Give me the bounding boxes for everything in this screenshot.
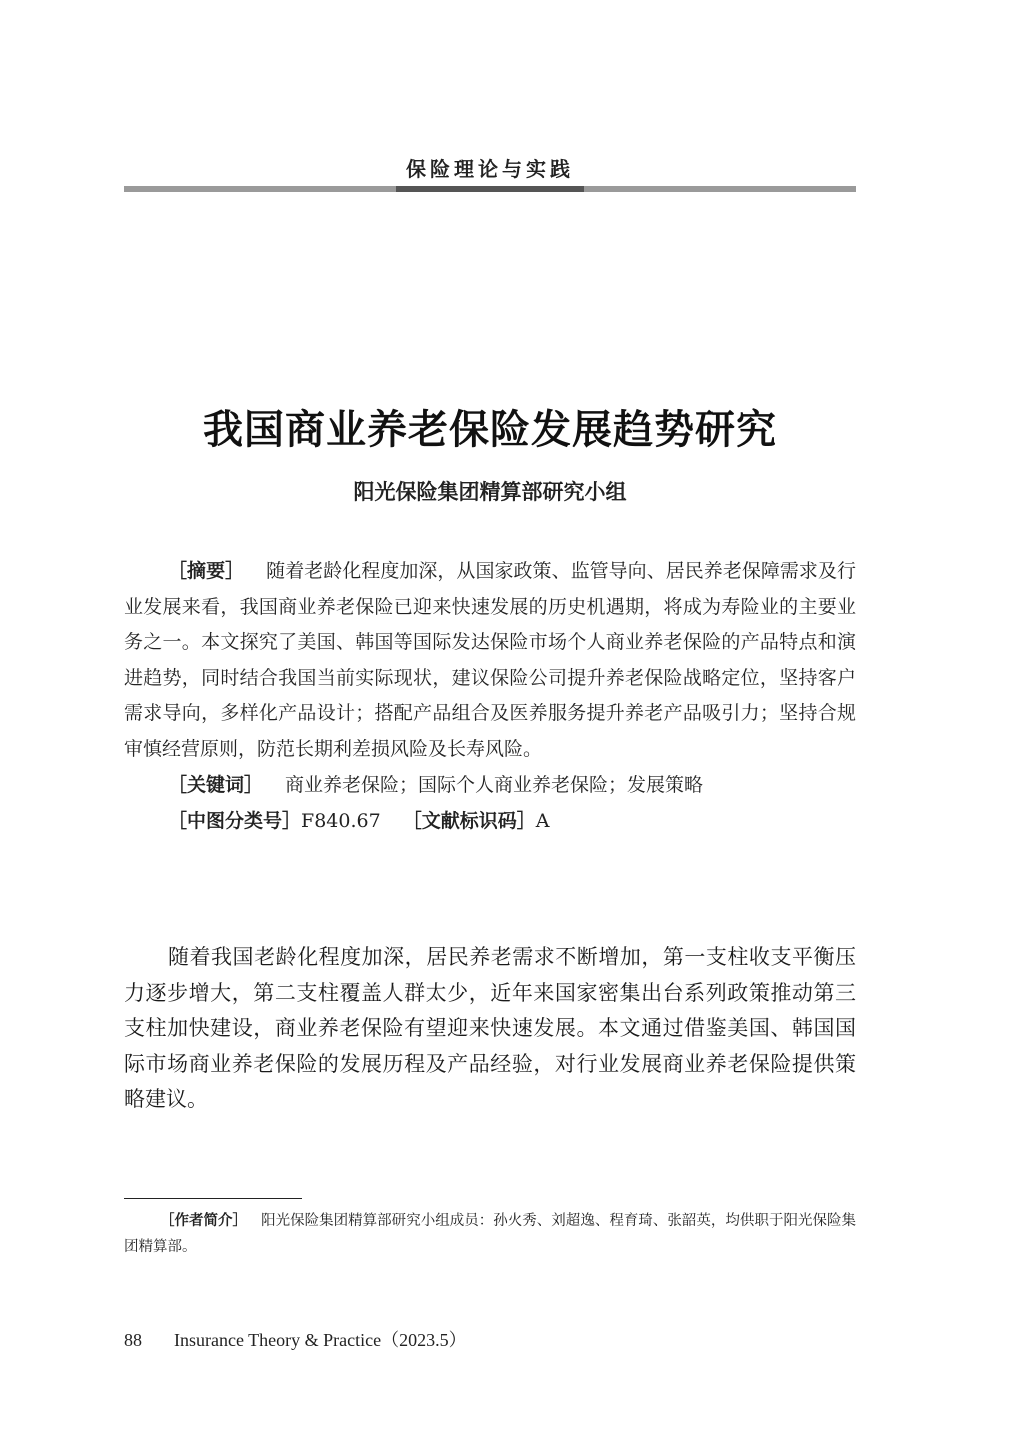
- classification-line: [124, 803, 856, 839]
- footnote-label: ［作者简介］: [160, 1213, 248, 1229]
- header-rule-accent: [396, 186, 584, 192]
- section-header: [124, 152, 856, 192]
- body-text: [124, 940, 856, 1118]
- journal-citation: Insurance Theory & Practice（2023.5）: [174, 1330, 467, 1350]
- section-title: 保险理论与实践: [406, 157, 574, 181]
- body-paragraph: 随着我国老龄化程度加深，居民养老需求不断增加，第一支柱收支平衡压力逐步增大，第二支柱覆盖人群太少，近年来国家密集出台系列政策推动第三支柱加快建设，商业养老保险有望迎来快速发展。本文通过借鉴美国、韩国国际市场商业养老保险的发展历程及产品经验，对行业发展商业养老保险提供策略建议。: [124, 945, 856, 1111]
- keywords-text: 商业养老保险；国际个人商业养老保险；发展策略: [285, 774, 704, 796]
- footnote-text: 阳光保险集团精算部研究小组成员：孙火秀、刘超逸、程育琦、张韶英，均供职于阳光保险集团精算部。: [124, 1213, 857, 1255]
- page-number: 88: [124, 1330, 142, 1350]
- clc-value: F840.67: [301, 810, 381, 832]
- footnote: [124, 1208, 856, 1260]
- footnote-paragraph: [124, 1208, 856, 1260]
- clc-label: ［中图分类号］: [168, 810, 302, 832]
- footnote-rule: [124, 1198, 302, 1199]
- page-footer: [124, 1326, 856, 1352]
- abstract-paragraph: [124, 554, 856, 767]
- keywords-line: [124, 767, 856, 803]
- abstract-label: ［摘要］: [168, 560, 245, 582]
- paper-author: 阳光保险集团精算部研究小组: [353, 480, 627, 504]
- keywords-label: ［关键词］: [168, 774, 264, 796]
- abstract-block: [124, 554, 856, 839]
- paper-title: 我国商业养老保险发展趋势研究: [203, 407, 777, 453]
- header-rule: [124, 186, 856, 192]
- doc-code-value: A: [535, 810, 550, 832]
- abstract-text: 随着老龄化程度加深，从国家政策、监管导向、居民养老保障需求及行业发展来看，我国商业养老保险已迎来快速发展的历史机遇期，将成为寿险业的主要业务之一。本文探究了美国、韩国等国际发达保险市场个人商业养老保险的产品特点和演进趋势，同时结合我国当前实际现状，建议保险公司提升养老保险战略定位，坚持客户需求导向，多样化产品设计；搭配产品组合及医养服务提升养老产品吸引力；坚持合规审慎经营原则，防范长期利差损风险及长寿风险。: [124, 560, 856, 760]
- doc-code-label: ［文献标识码］: [402, 810, 536, 832]
